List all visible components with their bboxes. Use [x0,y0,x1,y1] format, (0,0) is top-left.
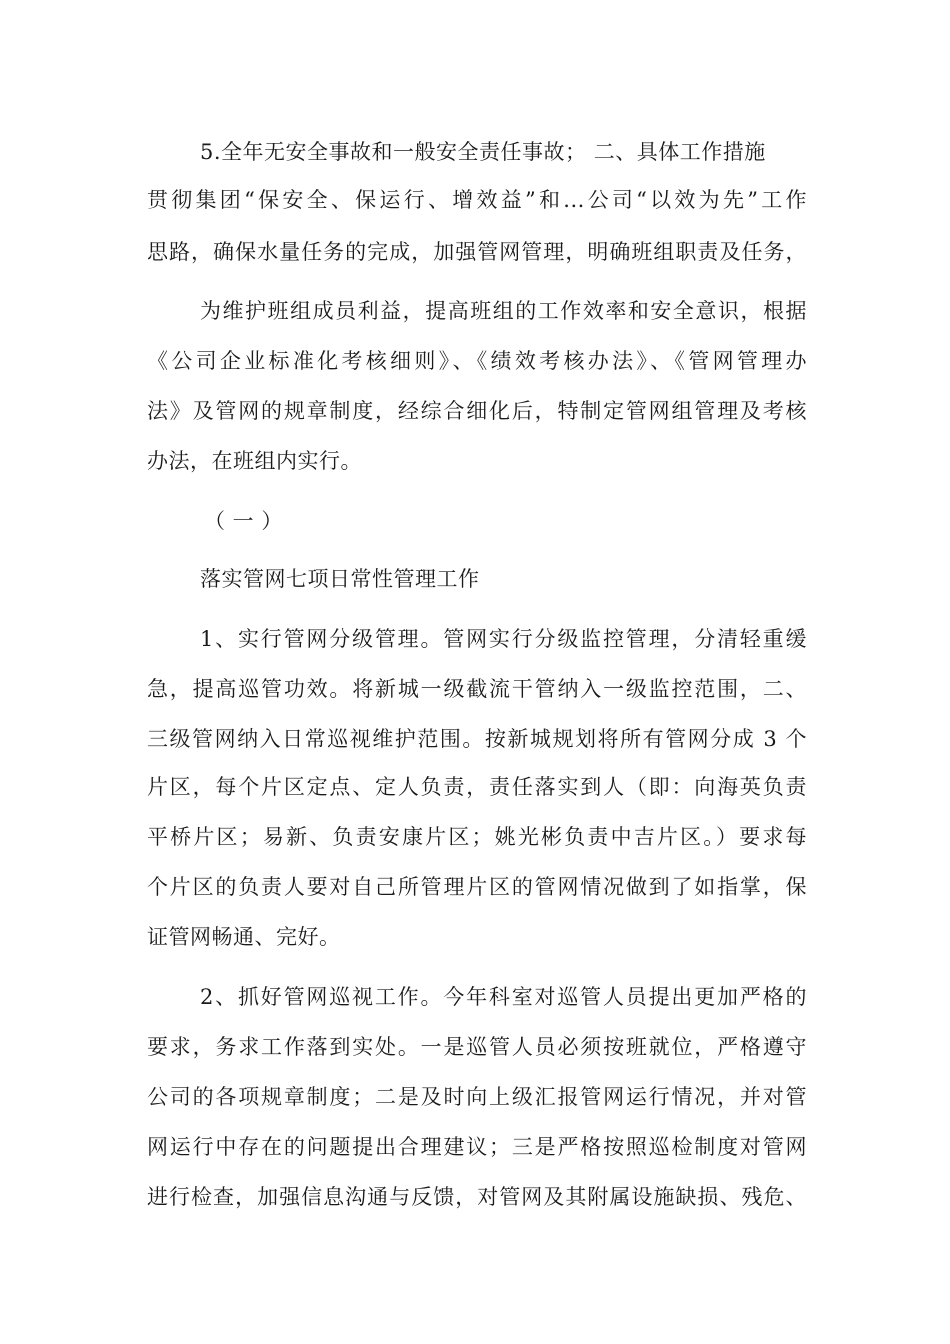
section-title: 落实管网七项日常性管理工作 [200,567,480,591]
text-line: 思路，确保水量任务的完成，加强管网管理，明确班组职责及任务， [147,240,807,264]
text-line: 2、抓好管网巡视工作。今年科室对巡管人员提出更加严格的 [200,985,807,1009]
text-line: 要求，务求工作落到实处。一是巡管人员必须按班就位，严格遵守 [147,1035,807,1059]
text-line: 《公司企业标准化考核细则》、《绩效考核办法》、《管网管理办 [147,349,807,373]
text-line: 片区，每个片区定点、定人负责，责任落实到人（即：向海英负责 [147,775,807,799]
text-line: 进行检查，加强信息沟通与反馈，对管网及其附属设施缺损、残危、 [147,1185,807,1209]
section-number: （ 一 ） [204,509,283,533]
text-line: 证管网畅通、完好。 [147,925,341,949]
text-line: 办法，在班组内实行。 [147,449,362,473]
text-line: 5.全年无安全事故和一般安全责任事故； 二、具体工作措施 [200,140,766,164]
text-line: 法》及管网的规章制度，经综合细化后，特制定管网组管理及考核 [147,399,807,423]
text-line: 急，提高巡管功效。将新城一级截流干管纳入一级监控范围，二、 [147,677,807,701]
text-line: 平桥片区；易新、负责安康片区；姚光彬负责中吉片区。）要求每 [147,825,807,849]
text-line: 1、实行管网分级管理。管网实行分级监控管理，分清轻重缓 [200,627,807,651]
text-line: 个片区的负责人要对自己所管理片区的管网情况做到了如指掌，保 [147,875,807,899]
text-line: 公司的各项规章制度；二是及时向上级汇报管网运行情况，并对管 [147,1085,807,1109]
text-line: 贯彻集团“保安全、保运行、增效益”和...公司“以效为先”工作 [147,188,807,212]
text-line: 网运行中存在的问题提出合理建议；三是严格按照巡检制度对管网 [147,1135,807,1159]
text-line: 为维护班组成员利益，提高班组的工作效率和安全意识，根据 [200,299,807,323]
text-line: 三级管网纳入日常巡视维护范围。按新城规划将所有管网分成 3 个 [147,727,807,751]
